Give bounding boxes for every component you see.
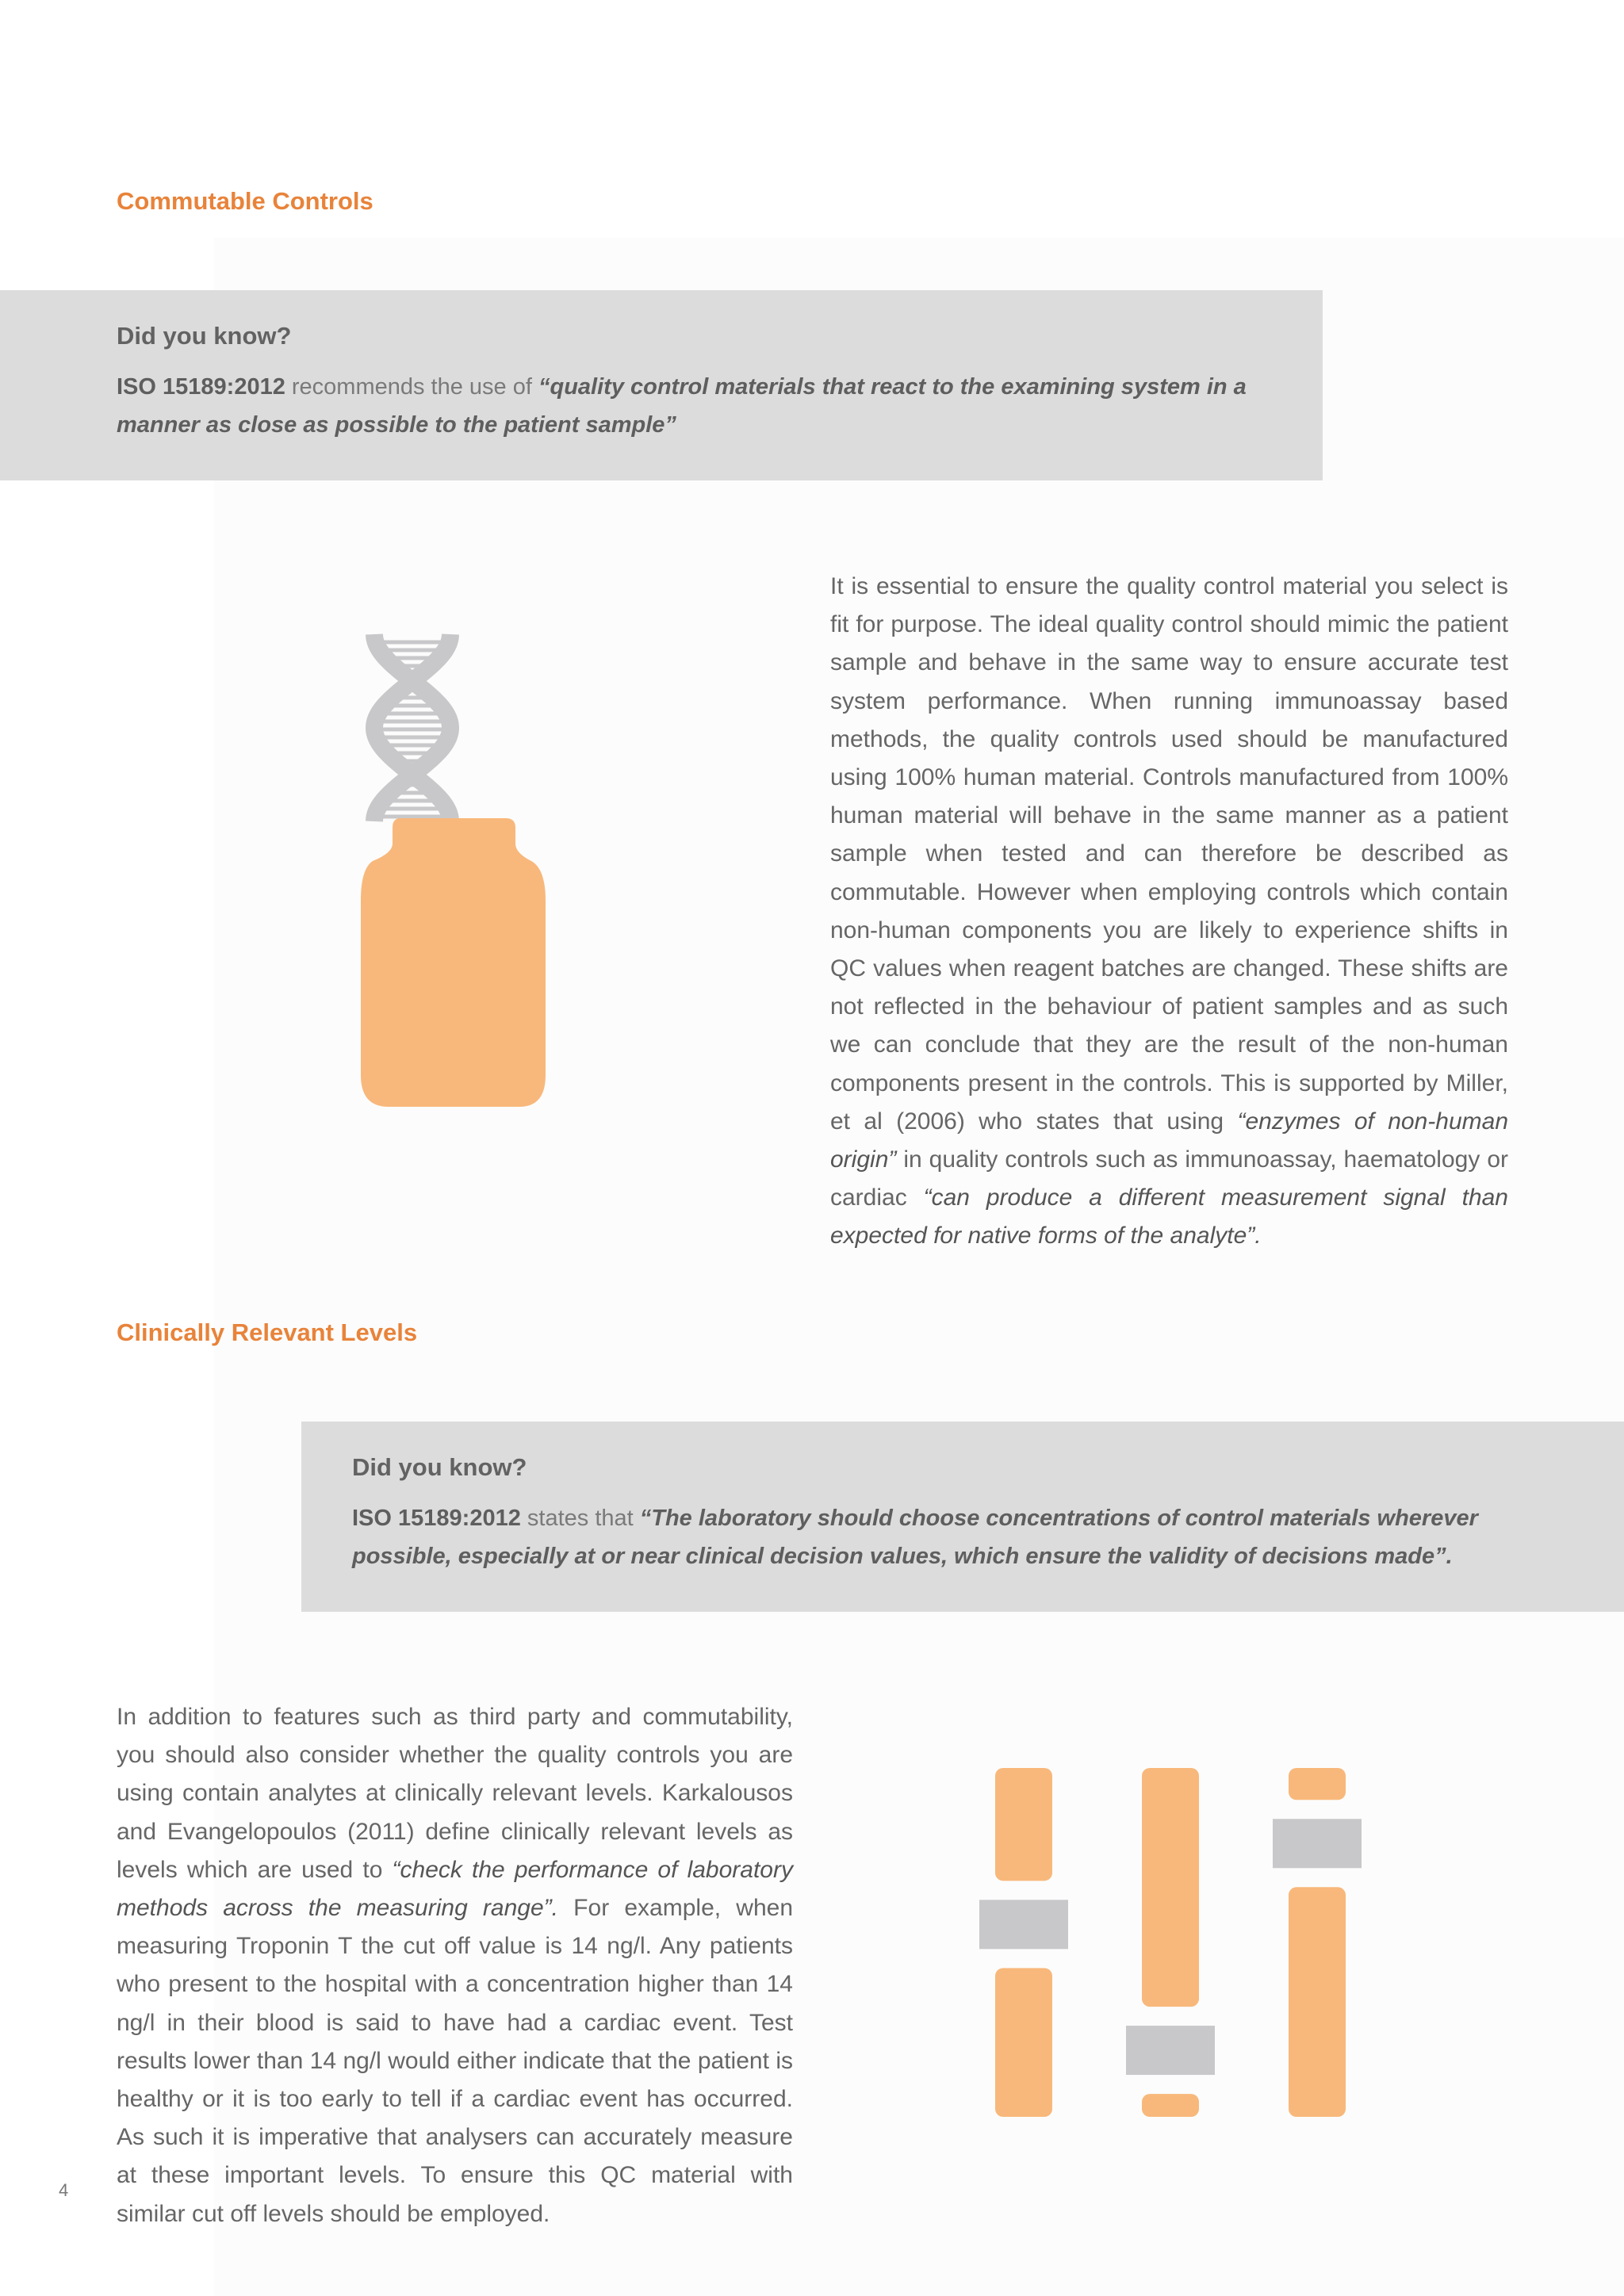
- slider-handle: [979, 1900, 1068, 1949]
- paragraph-text: It is essential to ensure the quality control material you select is fit for purpose. The ideal quality control should mimic the patient sample and behave in the same way to ensure accurate test system performance. When running immunoassay based methods, the quality controls used should be manufactured using 100% human material. Controls manufactured from 100% human material will behave in the same manner as a patient sample when tested and can therefore be described as commutable. However when employing controls which contain non-human components you are likely to experience shifts in QC values when reagent batches are changed. These shifts are not reflected in the behaviour of patient samples and as such we can conclude that they are the result of the non-human components present in the controls. This is supported by Miller, et al (2006) who states that using: [830, 573, 1508, 1135]
- did-you-know-callout-1: [0, 290, 1323, 480]
- callout-lead-text: recommends the use of: [285, 374, 538, 400]
- slider-track-lower: [995, 1968, 1052, 2117]
- bottle-icon: [361, 818, 546, 1107]
- slider-handle: [1273, 1819, 1362, 1868]
- callout-quote: “The laboratory should choose concentrations of control materials wherever possible, especially at or near clinical decision values, which ensure the validity of decisions made”.: [352, 1506, 1478, 1569]
- iso-standard: ISO 15189:2012: [352, 1506, 521, 1531]
- dna-helix-icon: [374, 634, 450, 821]
- slider-handle: [1126, 2026, 1215, 2075]
- slider-track-upper: [1289, 1768, 1346, 1800]
- callout-body: [352, 1499, 1561, 1575]
- commutable-controls-paragraph: [830, 568, 1508, 1256]
- iso-standard: ISO 15189:2012: [117, 374, 285, 400]
- paragraph-quote: “enzymes of non-human origin”: [830, 1108, 1509, 1173]
- slider-track-upper: [1142, 1768, 1199, 2007]
- callout-quote: “quality control materials that react to the examining system in a manner as close as possible to the patient sample”: [117, 374, 1247, 438]
- callout-title: Did you know?: [117, 322, 292, 350]
- callout-title: Did you know?: [352, 1453, 527, 1481]
- slider-track-lower: [1289, 1887, 1346, 2117]
- paragraph-text: For example, when measuring Troponin T the cut off value is 14 ng/l. Any patients who present to the hospital with a concentration higher than 14 ng/l in their blood is said to have had a cardiac event. Test results lower than 14 ng/l would either indicate that the patient is healthy or it is too early to tell if a cardiac event has occurred. As such it is imperative that analysers can accurately measure at these important levels. To ensure this QC material with similar cut off levels should be employed.: [117, 1895, 794, 2227]
- did-you-know-callout-2: [301, 1422, 1624, 1612]
- callout-body: [117, 368, 1275, 444]
- callout-lead-text: states that: [520, 1506, 640, 1531]
- page-number: 4: [59, 2180, 69, 2200]
- clinically-relevant-levels-paragraph: [117, 1698, 793, 2233]
- paragraph-text: In addition to features such as third party and commutability, you should also consider whether the quality controls you are using contain analytes at clinically relevant levels. Karkalousos and Evangelopoulos (2011) define clinically relevant levels as levels which are used to: [117, 1704, 793, 1883]
- section-heading-clinically-relevant-levels: Clinically Relevant Levels: [117, 1318, 418, 1346]
- section-heading-commutable-controls: Commutable Controls: [117, 187, 373, 215]
- slider-track-lower: [1142, 2094, 1199, 2117]
- paragraph-quote: “can produce a different measurement signal than expected for native forms of the analyte”.: [830, 1184, 1508, 1249]
- slider-track-upper: [995, 1768, 1052, 1881]
- paragraph-text: in quality controls such as immunoassay, haematology or cardiac: [830, 1146, 1508, 1211]
- dna-bottle-illustration: [357, 631, 547, 1115]
- paragraph-quote: “check the performance of laboratory methods across the measuring range”.: [117, 1856, 793, 1922]
- level-sliders-illustration: [971, 1768, 1368, 2125]
